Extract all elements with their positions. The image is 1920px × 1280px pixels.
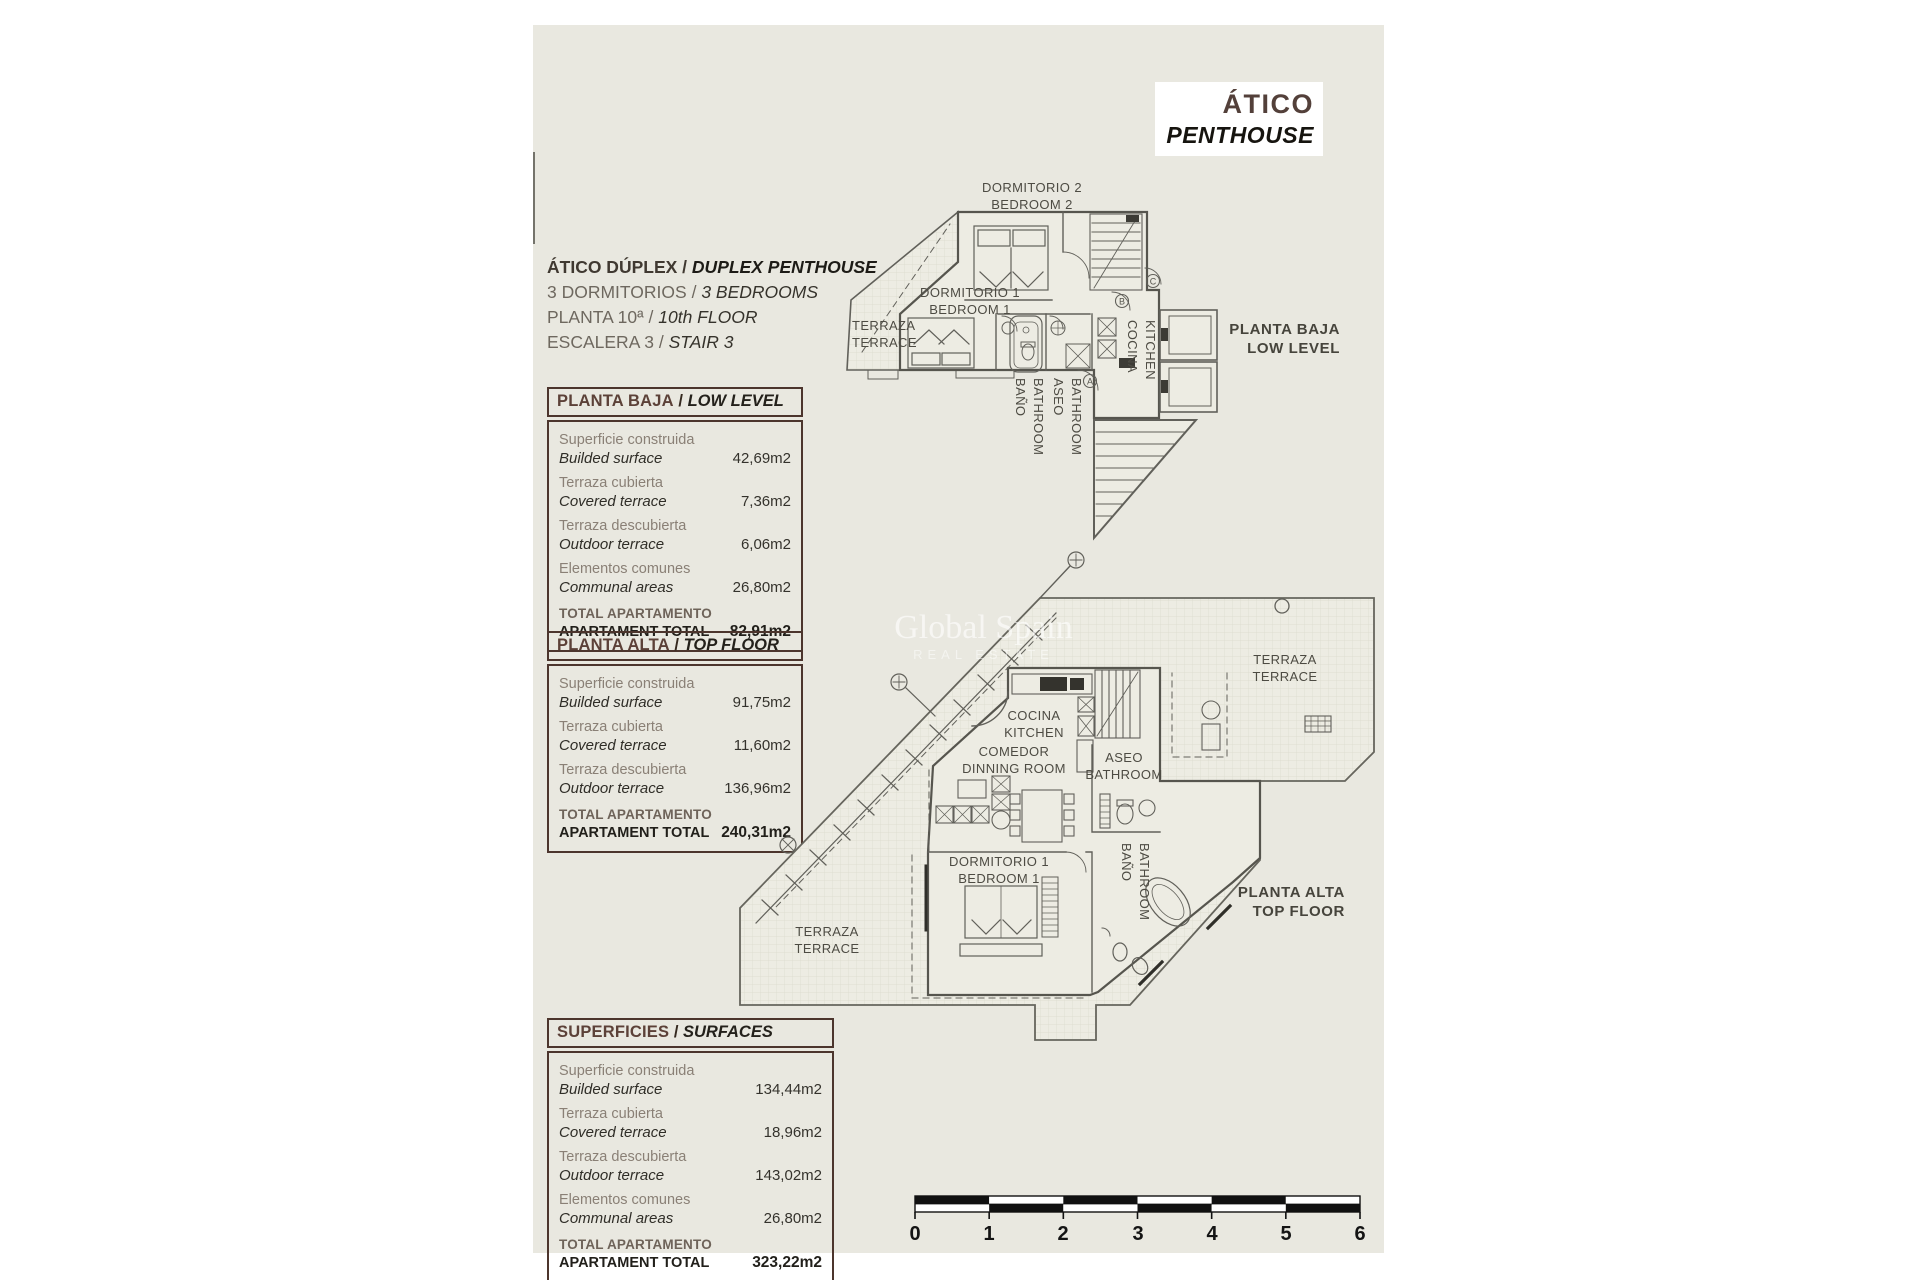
watermark-sub: REAL ESTATE — [913, 646, 1054, 662]
info-row: ESCALERA 3 / STAIR 3 — [547, 332, 734, 352]
table-header: SUPERFICIES / SURFACES — [547, 1018, 834, 1048]
door-marker-a: A — [1086, 376, 1094, 387]
room-label: TERRAZA — [795, 924, 859, 939]
door-marker-c: C — [1149, 276, 1157, 287]
info-row: ÁTICO DÚPLEX / DUPLEX PENTHOUSE — [547, 257, 877, 277]
room-label: TERRACE — [794, 941, 860, 956]
table-row: Terraza descubierta Outdoor terrace 6,06m2 — [559, 518, 791, 553]
scale-tick: 3 — [1132, 1223, 1144, 1245]
floor-label: PLANTA ALTA — [1237, 884, 1345, 901]
table-row: Terraza cubierta Covered terrace 7,36m2 — [559, 475, 791, 510]
lower-stairs-wing — [1094, 420, 1196, 538]
table-row: Superficie construida Builded surface 134,44m2 — [559, 1063, 822, 1098]
table-total-row: TOTAL APARTAMENTO APARTAMENT TOTAL 323,22m2 — [559, 1237, 822, 1271]
plan-low-level — [847, 212, 1217, 538]
room-label: TERRACE — [852, 335, 917, 350]
info-row: PLANTA 10ª / 10th FLOOR — [547, 307, 758, 327]
room-label: BATHROOM — [1069, 378, 1084, 456]
table-total-row: TOTAL APARTAMENTO APARTAMENT TOTAL 240,31m2 — [559, 807, 791, 841]
room-label: ASEO — [1105, 750, 1143, 765]
room-label: KITCHEN — [1143, 320, 1158, 380]
room-label: BEDROOM 1 — [958, 871, 1040, 886]
table-row: Superficie construida Builded surface 91,75m2 — [559, 676, 791, 711]
scale-tick: 0 — [909, 1223, 921, 1245]
room-label: COMEDOR — [978, 744, 1050, 759]
room-label: DORMITORIO 1 — [949, 854, 1049, 869]
scale-bar — [909, 1196, 1365, 1245]
floor-plans-drawing — [533, 25, 1384, 1253]
room-label: TERRACE — [1252, 669, 1318, 684]
table-header: PLANTA ALTA / TOP FLOOR — [547, 631, 803, 661]
room-label: KITCHEN — [1004, 725, 1064, 740]
scale-tick: 5 — [1280, 1223, 1292, 1245]
plan-top-floor — [740, 552, 1374, 1040]
table-row: Terraza descubierta Outdoor terrace 143,02m2 — [559, 1149, 822, 1184]
page-title-es: ÁTICO — [1222, 89, 1314, 119]
floor-label: TOP FLOOR — [1252, 903, 1345, 920]
room-label: BEDROOM 1 — [929, 302, 1011, 317]
table-total-row: TOTAL APARTAMENTO APARTAMENT TOTAL 82,91m2 — [559, 606, 791, 640]
room-label: BEDROOM 2 — [991, 197, 1073, 212]
table-row: Elementos comunes Communal areas 26,80m2 — [559, 1192, 822, 1227]
table-row: Superficie construida Builded surface 42,69m2 — [559, 432, 791, 467]
floor-label: LOW LEVEL — [1247, 340, 1340, 357]
room-label: ASEO — [1051, 378, 1066, 416]
scale-tick: 1 — [983, 1223, 995, 1245]
room-label: BATHROOM — [1031, 378, 1046, 456]
room-label: BAÑO — [1013, 378, 1028, 417]
table-row: Terraza cubierta Covered terrace 11,60m2 — [559, 719, 791, 754]
scale-tick: 6 — [1354, 1223, 1366, 1245]
room-label: DORMITORIO 1 — [920, 285, 1020, 300]
room-label: COCINA — [1125, 320, 1140, 373]
table-row: Elementos comunes Communal areas 26,80m2 — [559, 561, 791, 596]
plan-sheet — [533, 25, 1384, 1271]
room-label: BATHROOM — [1137, 843, 1152, 921]
room-label: COCINA — [1007, 708, 1061, 723]
room-label: TERRAZA — [852, 318, 916, 333]
scale-tick: 4 — [1206, 1223, 1218, 1245]
table-row: Terraza cubierta Covered terrace 18,96m2 — [559, 1106, 822, 1141]
room-label: BAÑO — [1119, 843, 1134, 882]
page-title-en: PENTHOUSE — [1166, 122, 1314, 148]
elevators — [1160, 310, 1217, 412]
room-label: DINNING ROOM — [962, 761, 1066, 776]
room-label: TERRAZA — [1253, 652, 1317, 667]
scale-tick: 2 — [1057, 1223, 1069, 1245]
door-marker-b: B — [1118, 296, 1126, 307]
table-row: Terraza descubierta Outdoor terrace 136,96m2 — [559, 762, 791, 797]
room-label: DORMITORIO 2 — [982, 180, 1082, 195]
room-label: BATHROOM — [1085, 767, 1163, 782]
table-header: PLANTA BAJA / LOW LEVEL — [547, 387, 803, 417]
info-row: 3 DORMITORIOS / 3 BEDROOMS — [547, 282, 819, 302]
floor-label: PLANTA BAJA — [1229, 321, 1340, 338]
watermark-name: Global Spain — [894, 609, 1073, 646]
